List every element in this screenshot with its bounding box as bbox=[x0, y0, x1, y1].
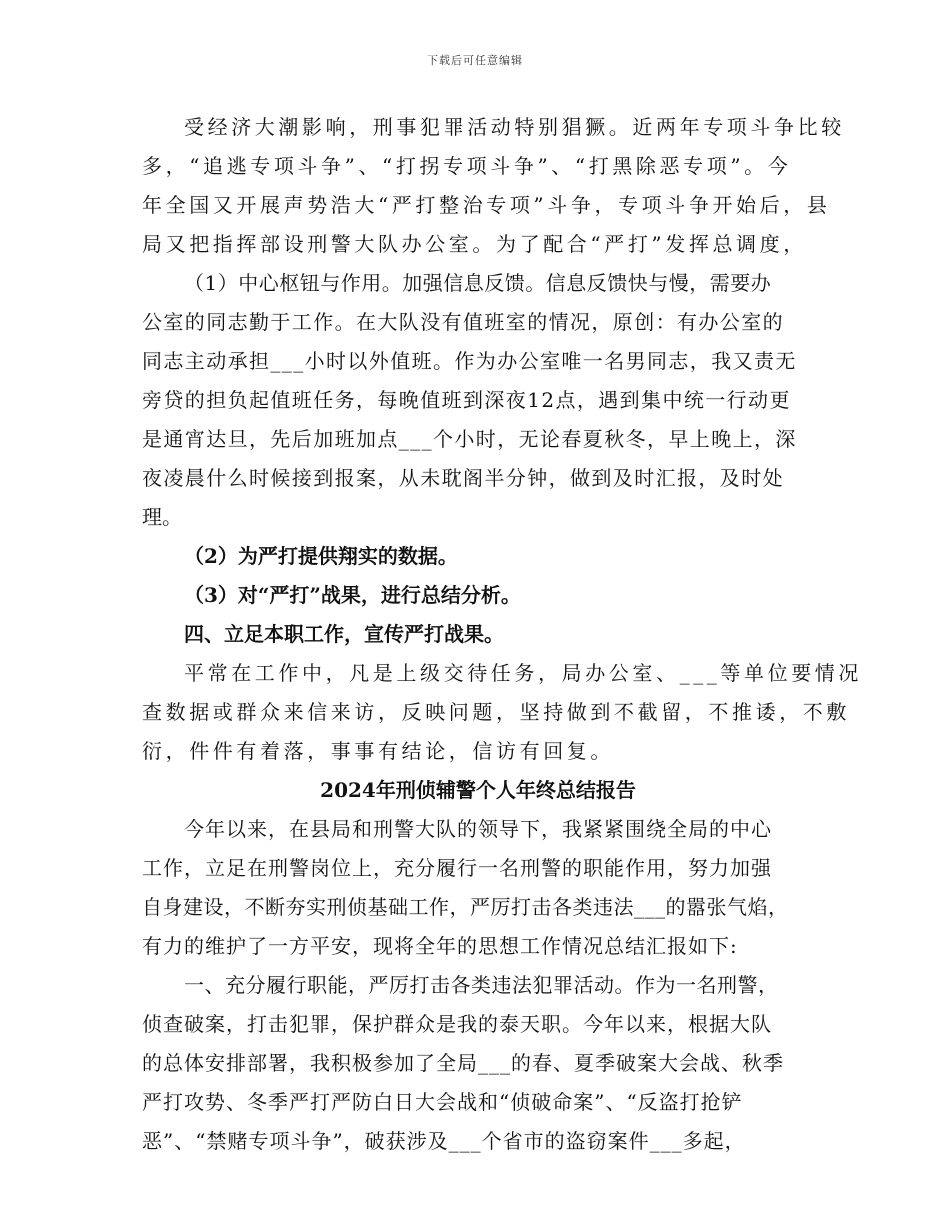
text-line: 衍，件件有着落，事事有结论，信访有回复。 bbox=[142, 739, 614, 763]
paragraph-background bbox=[142, 108, 845, 264]
text-line: 有力的维护了一方平安，现将全年的思想工作情况总结汇报如下: bbox=[142, 934, 738, 958]
text-line: 局又把指挥部设刑警大队办公室。为了配合“严打”发挥总调度， bbox=[142, 232, 807, 256]
page-header-note: 下载后可任意编辑 bbox=[427, 54, 523, 67]
text-line: 理。 bbox=[142, 505, 182, 529]
heading-accurate-data: （2）为严打提供翔实的数据。 bbox=[184, 544, 458, 568]
text-line: 夜凌晨什么时候接到报案，从未耽阁半分钟，做到及时汇报，及时处 bbox=[142, 466, 784, 490]
heading-results-analysis: （3）对“严打”战果，进行总结分析。 bbox=[184, 583, 521, 607]
text-line: 公室的同志勤于工作。在大队没有值班室的情况，原创：有办公室的 bbox=[142, 310, 784, 334]
text-line: 侦查破案，打击犯罪，保护群众是我的泰天职。今年以来，根据大队 bbox=[142, 1012, 772, 1036]
text-line: 今年以来，在县局和刑警大队的领导下，我紧紧围绕全局的中心 bbox=[184, 817, 772, 841]
heading-section-four: 四、立足本职工作，宣传严打战果。 bbox=[184, 622, 504, 646]
text-line: 的总体安排部署，我积极参加了全局___的春、夏季破案大会战、秋季 bbox=[142, 1051, 784, 1075]
text-line: 恶”、“禁赌专项斗争”，破获涉及___个省市的盗窃案件___多起， bbox=[142, 1129, 746, 1153]
paragraph-report-intro bbox=[142, 810, 814, 966]
text-line: （1）中心枢钮与作用。加强信息反馈。信息反馈快与慢，需要办 bbox=[184, 271, 772, 295]
paragraph-daily-work bbox=[142, 654, 862, 771]
text-line: 平常在工作中，凡是上级交待任务，局办公室、___等单位要情况 bbox=[184, 661, 862, 685]
text-line: 一、充分履行职能，严厉打击各类违法犯罪活动。作为一名刑警， bbox=[184, 973, 779, 997]
text-line: 多，“追逃专项斗争”、“打拐专项斗争”、“打黑除恶专项”。今 bbox=[142, 154, 792, 178]
text-line: 自身建设，不断夯实刑侦基础工作，严厉打击各类违法___的嚣张气焰， bbox=[142, 895, 789, 919]
text-line: 年全国又开展声势浩大“严打整治专项”斗争，专项斗争开始后，县 bbox=[142, 193, 831, 217]
text-line: 受经济大潮影响，刑事犯罪活动特别猖獗。近两年专项斗争比较 bbox=[184, 115, 845, 139]
text-line: 旁贷的担负起值班任务，每晚值班到深夜12点，遇到集中统一行动更 bbox=[142, 388, 791, 412]
text-line: 同志主动承担___小时以外值班。作为办公室唯一名男同志，我又责无 bbox=[142, 349, 797, 373]
report-title: 2024年刑侦辅警个人年终总结报告 bbox=[320, 778, 636, 802]
paragraph-info-feedback bbox=[142, 264, 814, 537]
text-line: 查数据或群众来信来访，反映问题，坚持做到不截留，不推诿，不敷 bbox=[142, 700, 850, 724]
text-line: 是通宵达旦，先后加班加点___个小时，无论春夏秋冬，早上晚上，深 bbox=[142, 427, 797, 451]
text-line: 工作，立足在刑警岗位上，充分履行一名刑警的职能作用，努力加强 bbox=[142, 856, 772, 880]
text-line: 严打攻势、冬季严打严防白日大会战和“侦破命案”、“反盗打抢铲 bbox=[142, 1090, 743, 1114]
paragraph-report-part-one bbox=[142, 966, 814, 1161]
document-body bbox=[142, 108, 862, 1161]
